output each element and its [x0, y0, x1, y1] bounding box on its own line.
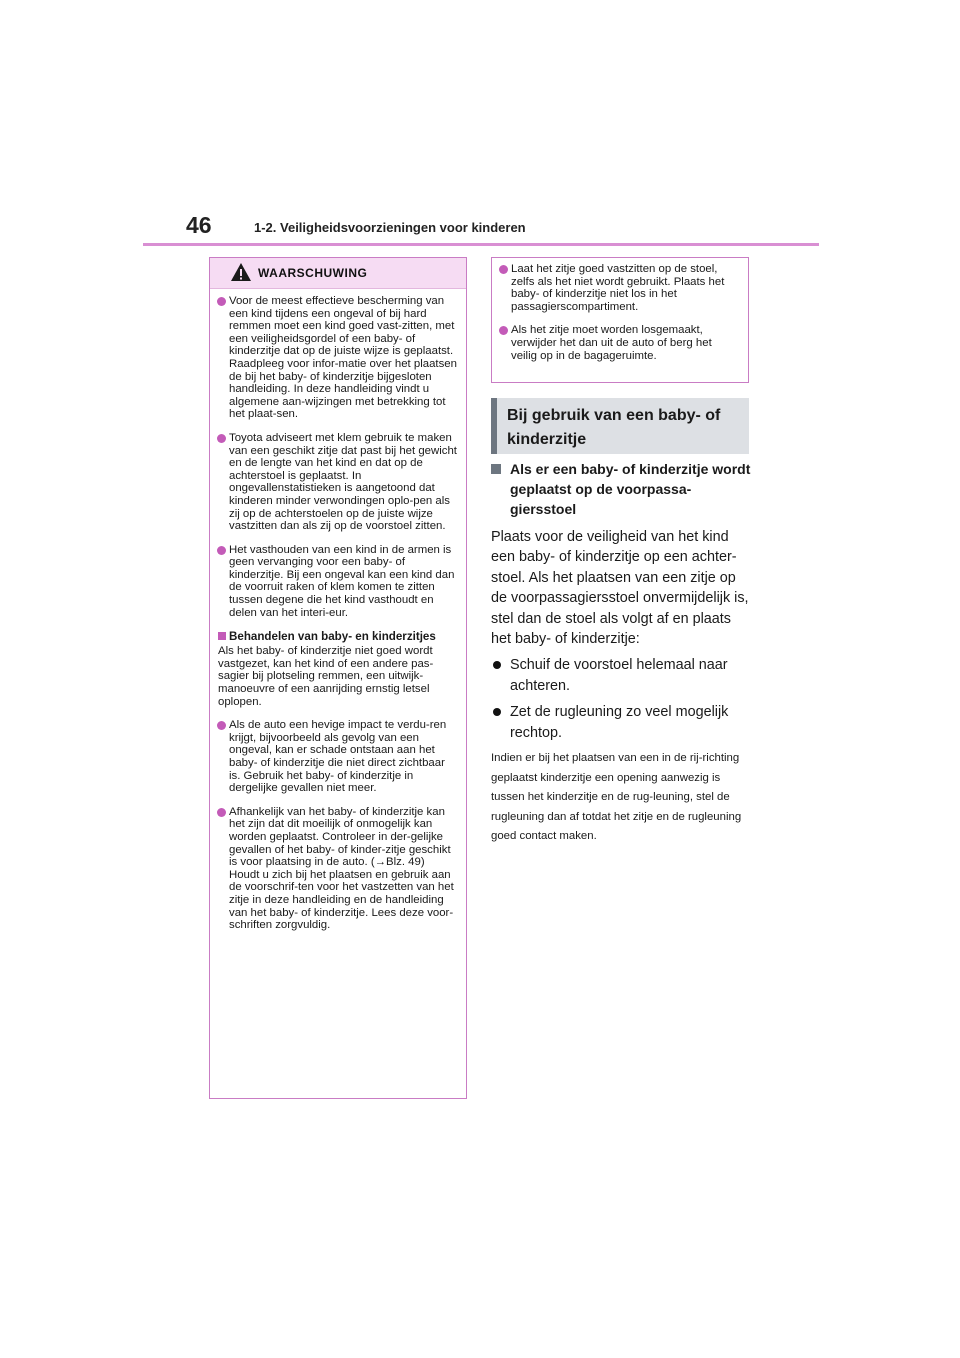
bullet-dot-icon [499, 326, 508, 335]
warning-bullet-text: Toyota adviseert met klem gebruik te maken van een geschikt zitje dat past bij het gewicht en de lengte van het kind en dat op de achterstoel is geplaatst. In ongevallenstatistieken is aangetoond dat kinderen minder verwondingen oplo-pen als zij op de achterstoelen op de juiste wijze vastzitten dan als zij op de voorstoel zitten. [229, 431, 457, 533]
section-bullet [491, 702, 753, 743]
warning-bullet [218, 544, 458, 620]
warning-subheading [218, 630, 458, 643]
section-heading-box [491, 398, 749, 454]
warning-bullet-text: Afhankelijk van het baby- of kinderzitje kan het zijn dat dit moeilijk of onmogelijk kan worden geplaatst. Controleer in der-gelijke gevallen of het baby- of kinder-zitje geschikt is voor plaatsing in de auto. (→Blz. 49) Houdt u zich bij het plaatsen en gebruik aan de voorschrif-ten voor het vastzetten van het zitje in deze handleiding en de handleiding van het baby- of kinderzitje. Lees deze voor-schriften zorgvuldig. [229, 805, 454, 932]
continuation-bullet [500, 324, 740, 362]
square-bullet-icon [218, 632, 226, 640]
warning-title: WAARSCHUWING [258, 266, 368, 280]
bullet-dot-icon [499, 265, 508, 274]
section-paragraph: Plaats voor de veiligheid van het kind een baby- of kinderzitje op een achter-stoel. Als het plaatsen van een zitje op de voorpassagiersstoel onvermijdelijk is, stel dan de stoel als volgt af en plaats het baby- of kinderzitje: [491, 529, 749, 648]
warning-body [210, 289, 466, 932]
bullet-dot-icon [217, 297, 226, 306]
continuation-bullet-text: Als het zitje moet worden losgemaakt, verwijder het dan uit de auto of berg het veilig op in de bagageruimte. [511, 324, 712, 362]
bullet-dot-icon [493, 661, 501, 669]
section-note: Indien er bij het plaatsen van een in de rij-richting geplaatst kinderzitje een opening aanwezig is tussen het kinderzitje en de rug-leuning, stel de rugleuning dan af totdat het zitje en de rugleuning goed contact maken. [491, 752, 742, 843]
section-bullet-text: Schuif de voorstoel helemaal naar achteren. [510, 657, 728, 694]
warning-bullet-text: Voor de meest effectieve bescherming van een kind tijdens een ongeval of bij hard remmen moet een kind goed vast-zitten, met een veiligheidsgordel of een baby- of kinderzitje dat op de juiste wijze is geplaatst. Raadpleeg voor infor-matie over het plaatsen de bij het baby- of kinderzitje bijgesloten handleiding. In deze handleiding vindt u algemene aan-wijzingen met betrekking tot het plaat-sen. [229, 295, 457, 421]
page-number: 46 [186, 212, 212, 238]
continuation-bullet [500, 263, 740, 313]
header-rule [143, 243, 819, 246]
section-title: 1-2. Veiligheidsvoorzieningen voor kinderen [254, 220, 526, 235]
warning-header [210, 258, 466, 289]
warning-box [209, 257, 467, 1099]
bullet-dot-icon [493, 708, 501, 716]
warning-bullet-text: Het vasthouden van een kind in de armen is geen vervanging voor een baby- of kinderzitje. Bij een ongeval kan een kind dan de voorruit raken of klem komen te zitten tussen degene die het kind vasthoudt en delen van het interi-eur. [229, 543, 455, 619]
section-bullet [491, 655, 753, 696]
warning-triangle-icon [230, 262, 252, 282]
warning-continuation-box [491, 257, 749, 383]
bullet-dot-icon [217, 808, 226, 817]
square-bullet-icon [491, 464, 501, 474]
bullet-dot-icon [217, 546, 226, 555]
section-heading: Bij gebruik van een baby- of kinderzitje [507, 407, 721, 448]
warning-bullet [218, 432, 458, 533]
warning-paragraph: Als het baby- of kinderzitje niet goed wordt vastgezet, kan het kind of een andere pas-sagier bij plotseling remmen, een uitwijk-manoeuvre of een aanrijding ernstig letsel oplopen. [218, 645, 434, 708]
section-subheading [491, 459, 753, 519]
bullet-dot-icon [217, 721, 226, 730]
warning-bullet [218, 295, 458, 421]
section-subheading-text: Als er een baby- of kinderzitje wordt geplaatst op de voorpassa-giersstoel [510, 461, 751, 517]
warning-bullet [218, 719, 458, 795]
continuation-bullet-text: Laat het zitje goed vastzitten op de stoel, zelfs als het niet wordt gebruikt. Plaats het baby- of kinderzitje niet los in het passagierscompartiment. [511, 263, 725, 313]
warning-bullet-text: Als de auto een hevige impact te verdu-ren krijgt, bijvoorbeeld als gevolg van een ongeval, kan er schade ontstaan aan het baby- of kinderzitje die niet direct zichtbaar is. Gebruik het baby- of kinderzitje in dergelijke gevallen niet meer. [229, 719, 447, 795]
section-bullet-text: Zet de rugleuning zo veel mogelijk rechtop. [510, 704, 729, 741]
warning-subheading-text: Behandelen van baby- en kinderzitjes [229, 630, 436, 644]
bullet-dot-icon [217, 434, 226, 443]
section-content [491, 459, 753, 847]
warning-bullet [218, 806, 458, 932]
